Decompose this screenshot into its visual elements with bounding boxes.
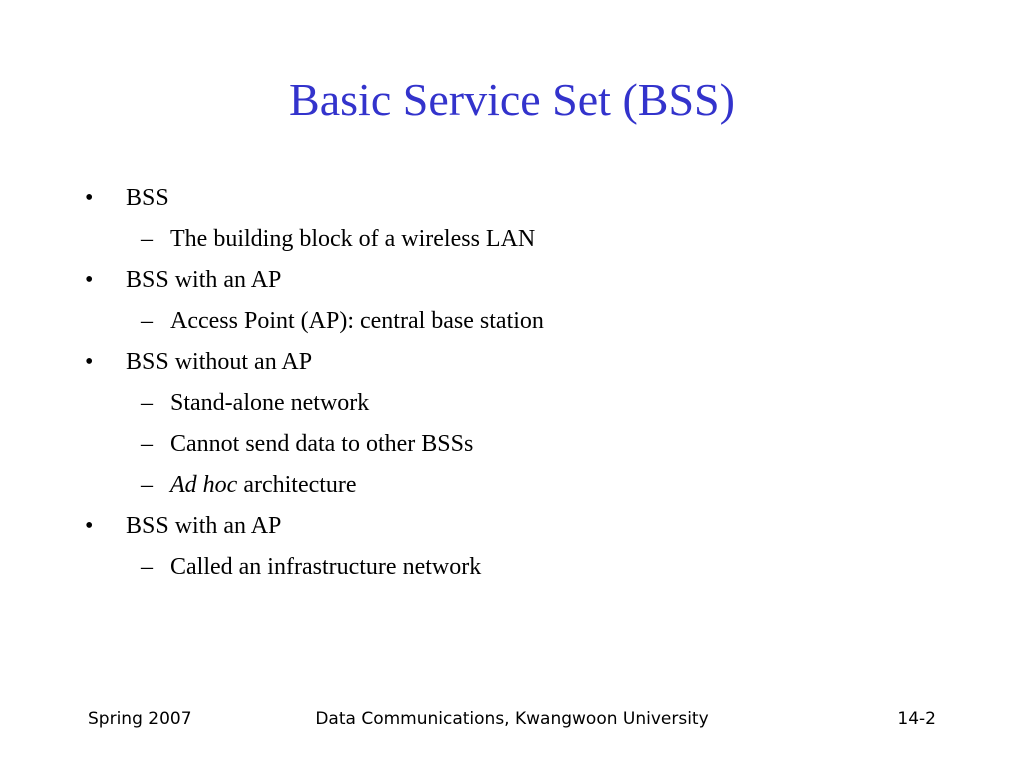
bullet-item [85,262,965,303]
bullet-marker: • [85,349,94,375]
sub-bullet-text: Called an infrastructure network [170,554,482,580]
sub-bullet-marker: – [141,472,153,498]
sub-bullet-text: Stand-alone network [170,390,370,416]
bullet-text: BSS without an AP [126,349,313,375]
sub-bullet-item [85,303,965,344]
sub-bullet-text [170,467,357,503]
sub-bullet-item [85,426,965,467]
sub-bullet-item [85,221,965,262]
sub-bullet-marker: – [141,390,153,416]
bullet-item [85,180,965,221]
bullet-text: BSS with an AP [126,513,282,539]
bullet-marker: • [85,267,94,293]
bullet-list [85,180,965,590]
italic-term: Ad hoc [170,472,238,498]
sub-bullet-text: Cannot send data to other BSSs [170,431,474,457]
bullet-item [85,344,965,385]
bullet-item [85,508,965,549]
sub-bullet-text: Access Point (AP): central base station [170,308,544,334]
sub-bullet-item [85,385,965,426]
bullet-marker: • [85,513,94,539]
sub-bullet-marker: – [141,308,153,334]
slide-title: Basic Service Set (BSS) [289,74,735,125]
sub-bullet-text: The building block of a wireless LAN [170,226,536,252]
sub-bullet-item [85,549,965,590]
footer-page-number: 14-2 [897,709,936,729]
bullet-text: BSS [126,185,169,211]
sub-bullet-marker: – [141,554,153,580]
bullet-marker: • [85,185,94,211]
sub-bullet-item [85,467,965,508]
sub-bullet-marker: – [141,431,153,457]
bullet-text: BSS with an AP [126,267,282,293]
footer-course: Data Communications, Kwangwoon University [315,709,709,729]
sub-bullet-marker: – [141,226,153,252]
footer-date: Spring 2007 [88,709,192,729]
sub-bullet-text-rest: architecture [237,472,357,498]
